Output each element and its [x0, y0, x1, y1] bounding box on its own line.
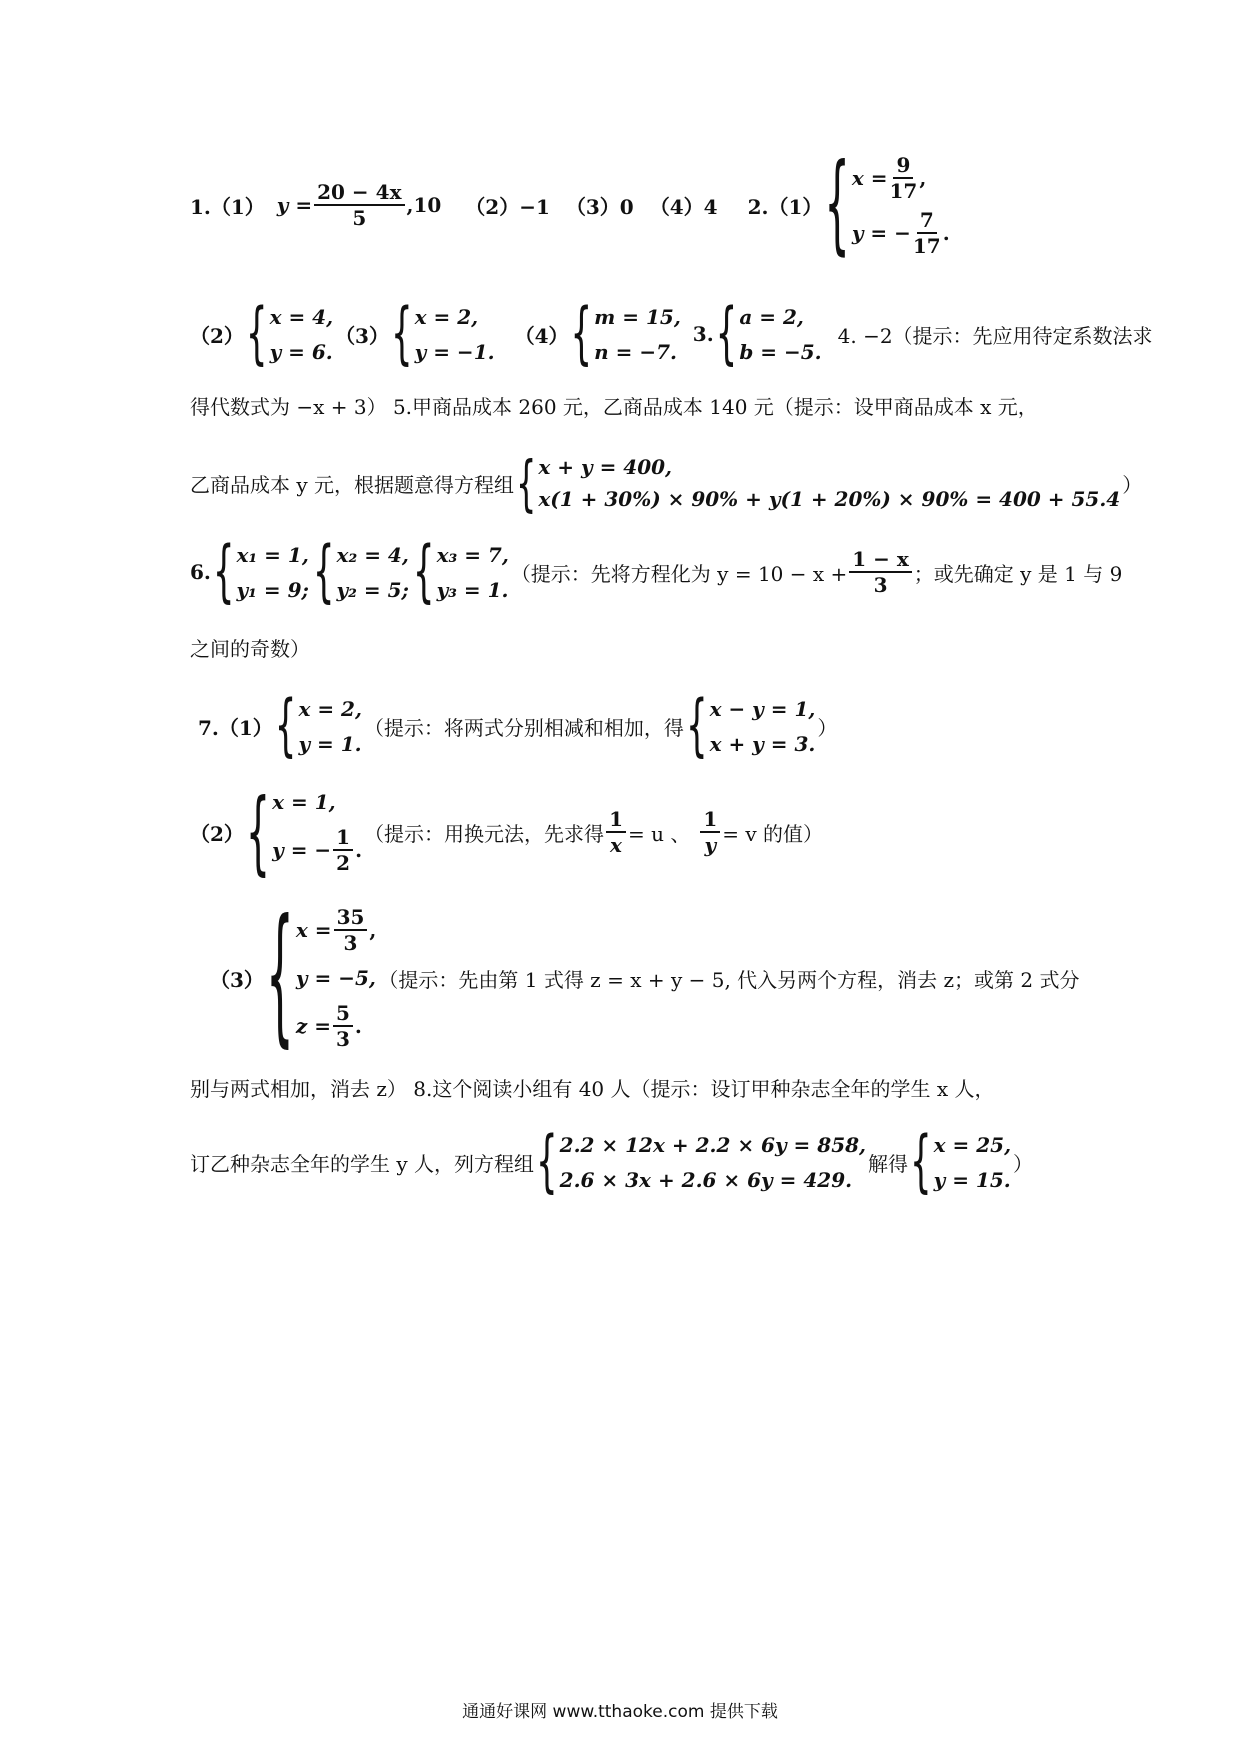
q8-solution: { x = 25, y = 15.	[909, 1122, 1012, 1202]
q1-label: 1.（1）	[190, 194, 265, 219]
q8-system: { 2.2 × 12x + 2.2 × 6y = 858, 2.6 × 3x + 2.6 × 6y = 429.	[536, 1122, 866, 1202]
q1-part4: （4）4	[649, 194, 718, 219]
brace-icon: {	[570, 294, 593, 374]
brace-icon: {	[245, 294, 268, 374]
q2-3-system: { x = 2, y = −1.	[390, 294, 495, 374]
brace-icon: {	[390, 294, 413, 374]
q1-tail: ,10	[406, 193, 442, 217]
q7-3-label: （3）	[210, 967, 264, 992]
q2-row2: y = − $\frac{7}{17}$ .	[851, 207, 950, 258]
q7-2-frac-u: $\frac{1}{x}$	[606, 808, 626, 856]
answer-line-8: （2） { x = 1, y = − $\frac{1}{2}$ . （提示：用换元法，先求得 $\frac{1}{x}$ = u 、 $\frac{1}{y}$ = v 的值）	[190, 779, 824, 885]
q3-label: 3.	[692, 322, 714, 346]
q2-2-system: { x = 4, y = 6.	[245, 294, 334, 374]
answer-line-4: 乙商品成本 y 元，根据题意得方程组 { x + y = 400, x(1 + 30%) × 90% + y(1 + 20%) × 90% = 400 + 55.4 ）	[190, 446, 1143, 520]
answer-line-6: 之间的奇数）	[190, 636, 310, 661]
brace-icon: {	[685, 686, 708, 766]
q1-part2: （2）−1	[465, 194, 550, 219]
q6-label: 6.	[190, 560, 211, 584]
answer-line-5: 6. { x₁ = 1, y₁ = 9; { x₂ = 4, y₂ = 5; { x₃ = 7, y₃ = 1. （提示：先将方程化为 y = 10 − x + $\frac{1 - x}{3}$ ；或先确定 y 是 1 与 9	[190, 532, 1123, 612]
q7-1-system: { x = 2, y = 1.	[274, 686, 362, 766]
q6-fraction: $\frac{1 - x}{3}$	[849, 548, 912, 596]
answer-line-9: （3） { x = $\frac{35}{3}$ , y = −5, z = $\frac{5}{3}$ . （提示：先由第 1 式得 z = x + y − 5, 代入另两个方程，消去 z；或第 2 式分	[210, 889, 1080, 1063]
brace-icon: {	[715, 294, 738, 374]
brace-icon: {	[212, 532, 235, 612]
brace-icon: {	[265, 889, 294, 1063]
q2-row1: x = $\frac{9}{17}$ ,	[851, 152, 927, 203]
q1-den: 5	[352, 206, 367, 230]
answer-line-1	[190, 142, 952, 268]
q7-2-label: （2）	[190, 821, 244, 846]
q7-1-label: 7.（1）	[198, 715, 273, 740]
brace-icon: {	[412, 532, 435, 612]
q1-num: 20 − 4x	[314, 181, 404, 206]
answer-line-10: 别与两式相加，消去 z） 8.这个阅读小组有 40 人（提示：设订甲种杂志全年的学生 x 人，	[190, 1076, 995, 1101]
q6-system-3: { x₃ = 7, y₃ = 1.	[412, 532, 509, 612]
brace-icon: {	[312, 532, 335, 612]
q7-3-system: { x = $\frac{35}{3}$ , y = −5, z = $\frac{5}{3}$ .	[265, 889, 377, 1063]
q7-1-hint-system: { x − y = 1, x + y = 3.	[685, 686, 816, 766]
q2-system	[824, 142, 950, 268]
footer-credit: 通通好课网 www.tthaoke.com 提供下载	[462, 1702, 778, 1722]
q2-3-label: （3）	[335, 323, 389, 348]
q2-label: 2.（1）	[747, 194, 823, 219]
q2-4-label: （4）	[514, 323, 569, 348]
q2-2-label: （2）	[190, 323, 244, 348]
q5-system: { x + y = 400, x(1 + 30%) × 90% + y(1 + 20%) × 90% = 400 + 55.4	[516, 446, 1121, 520]
answer-line-7: 7.（1） { x = 2, y = 1. （提示：将两式分别相减和相加，得 { x − y = 1, x + y = 3. ）	[198, 686, 838, 766]
answer-line-2	[190, 294, 1153, 374]
q6-system-1: { x₁ = 1, y₁ = 9;	[212, 532, 309, 612]
q1-part3: （3）0	[565, 194, 634, 219]
q1-eq: y =	[276, 193, 313, 217]
answer-line-3: 得代数式为 −x + 3） 5.甲商品成本 260 元，乙商品成本 140 元（提示：设甲商品成本 x 元，	[190, 394, 1038, 419]
brace-icon: {	[274, 686, 297, 766]
brace-icon: {	[245, 779, 271, 885]
q2-4-system: { m = 15, n = −7.	[570, 294, 681, 374]
q7-2-frac-v: $\frac{1}{y}$	[700, 808, 720, 856]
q6-system-2: { x₂ = 4, y₂ = 5;	[312, 532, 409, 612]
q4-text: 4. −2（提示：先应用待定系数法求	[837, 323, 1153, 348]
brace-icon: {	[536, 1122, 558, 1202]
brace-icon: {	[516, 446, 537, 520]
answer-line-11: 订乙种杂志全年的学生 y 人，列方程组 { 2.2 × 12x + 2.2 × 6y = 858, 2.6 × 3x + 2.6 × 6y = 429. 解得 { x = 25, y = 15. ）	[190, 1122, 1034, 1202]
q1-fraction	[314, 181, 404, 229]
brace-icon: {	[909, 1122, 932, 1202]
q7-2-system: { x = 1, y = − $\frac{1}{2}$ .	[245, 779, 363, 885]
brace-icon: {	[824, 142, 850, 268]
q3-system: { a = 2, b = −5.	[715, 294, 822, 374]
